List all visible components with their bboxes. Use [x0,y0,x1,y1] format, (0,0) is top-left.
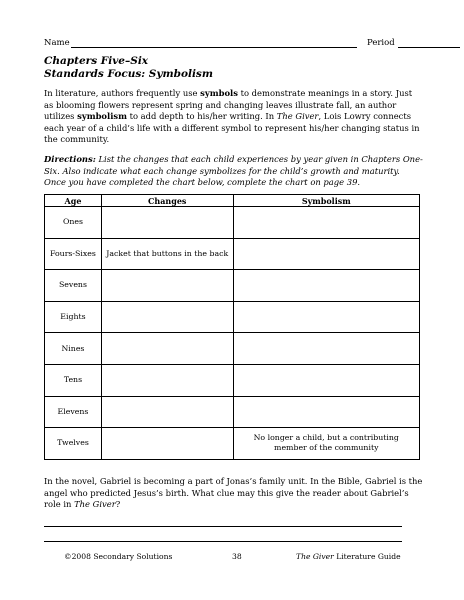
header-changes: Changes [101,195,233,207]
directions-paragraph [44,154,424,189]
name-period-header [44,38,420,52]
age-cell: Twelves [45,428,102,460]
copyright-text: ©2008 Secondary Solutions [64,552,173,561]
directions-text: List the changes that each child experiences by year given in Chapters One-Six. Also indicate what each change symbolizes for the child’s growth and maturity. Once you have completed the chart below, complete the chart on page 39. [44,154,423,187]
changes-cell[interactable] [101,270,233,302]
changes-cell[interactable]: Jacket that buttons in the back [101,238,233,270]
table-row [45,270,420,302]
name-label: Name [44,38,70,48]
guide-title: The Giver Literature Guide [296,552,401,561]
age-cell: Fours-Sixes [45,238,102,270]
changes-cell[interactable] [101,301,233,333]
table-row [45,207,420,239]
chart-header-row [45,195,420,207]
table-row [45,238,420,270]
table-row [45,396,420,428]
keyword-symbols: symbols [200,88,238,98]
symbolism-cell[interactable] [233,301,419,333]
symbolism-cell[interactable] [233,333,419,365]
header-symbolism: Symbolism [233,195,419,207]
age-cell: Eights [45,301,102,333]
changes-cell[interactable] [101,396,233,428]
age-cell: Tens [45,364,102,396]
name-blank[interactable] [71,47,357,48]
book-title: The Giver [74,499,116,509]
answer-line-1[interactable] [44,526,402,527]
symbolism-cell[interactable] [233,238,419,270]
symbolism-cell[interactable] [233,364,419,396]
changes-cell[interactable] [101,428,233,460]
worksheet-title [44,55,213,81]
table-row [45,428,420,460]
age-cell: Ones [45,207,102,239]
age-cell: Elevens [45,396,102,428]
page-footer [0,552,464,564]
gabriel-question: In the novel, Gabriel is becoming a part of Jonas’s family unit. In the Bible, Gabriel is the angel who predicted Jesus’s birth. What clue may this give the reader about Gabriel’s role in The Giver? [44,476,423,509]
symbolism-cell[interactable]: No longer a child, but a contributing member of the community [233,428,419,460]
age-cell: Nines [45,333,102,365]
intro-paragraph: In literature, authors frequently use symbols to demonstrate meanings in a story. Just as blooming flowers represent spring and changing leaves illustrate fall, an author utilizes symbolism to add depth to his/her writing. In The Giver, Lois Lowry connects each year of a child’s life with a different symbol to represent his/her changing status in the community. [44,88,420,144]
keyword-symbolism: symbolism [77,111,127,121]
period-blank[interactable] [398,47,460,48]
symbolism-cell[interactable] [233,270,419,302]
table-row [45,333,420,365]
standards-focus-title: Standards Focus: Symbolism [44,68,213,80]
changes-cell[interactable] [101,333,233,365]
table-row [45,364,420,396]
book-title: The Giver [276,111,319,121]
symbolism-cell[interactable] [233,207,419,239]
symbolism-chart [44,194,420,460]
period-label: Period [367,38,395,48]
page-number: 38 [232,552,242,561]
changes-cell[interactable] [101,207,233,239]
directions-label: Directions: [44,154,96,164]
chapter-title: Chapters Five–Six [44,55,149,67]
answer-line-2[interactable] [44,541,402,542]
age-cell: Sevens [45,270,102,302]
symbolism-cell[interactable] [233,396,419,428]
header-age: Age [45,195,102,207]
table-row [45,301,420,333]
changes-cell[interactable] [101,364,233,396]
